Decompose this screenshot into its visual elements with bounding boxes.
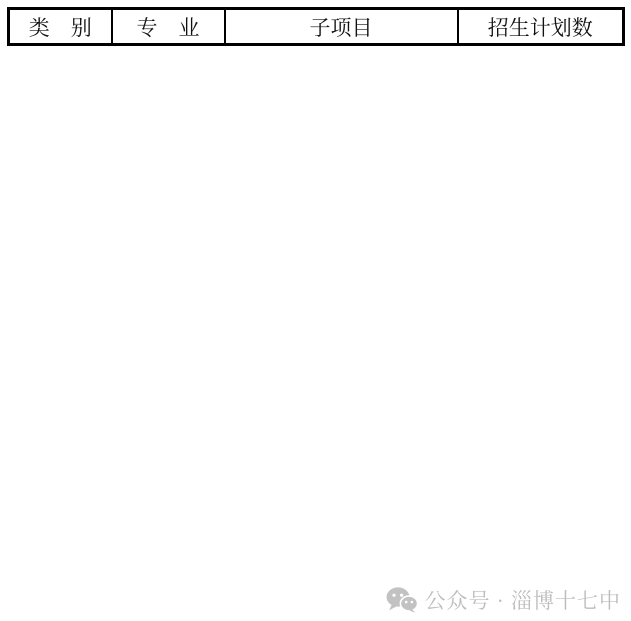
header-category: 类 别: [9, 9, 112, 45]
watermark-text: 公众号 · 淄博十七中: [424, 589, 621, 613]
header-subproject: 子项目: [225, 9, 458, 45]
header-plan-count: 招生计划数: [458, 9, 624, 45]
watermark: [386, 585, 622, 615]
header-row: [9, 9, 624, 45]
enrollment-table: [7, 7, 625, 46]
header-major: 专 业: [112, 9, 225, 45]
wechat-icon: [386, 587, 418, 613]
